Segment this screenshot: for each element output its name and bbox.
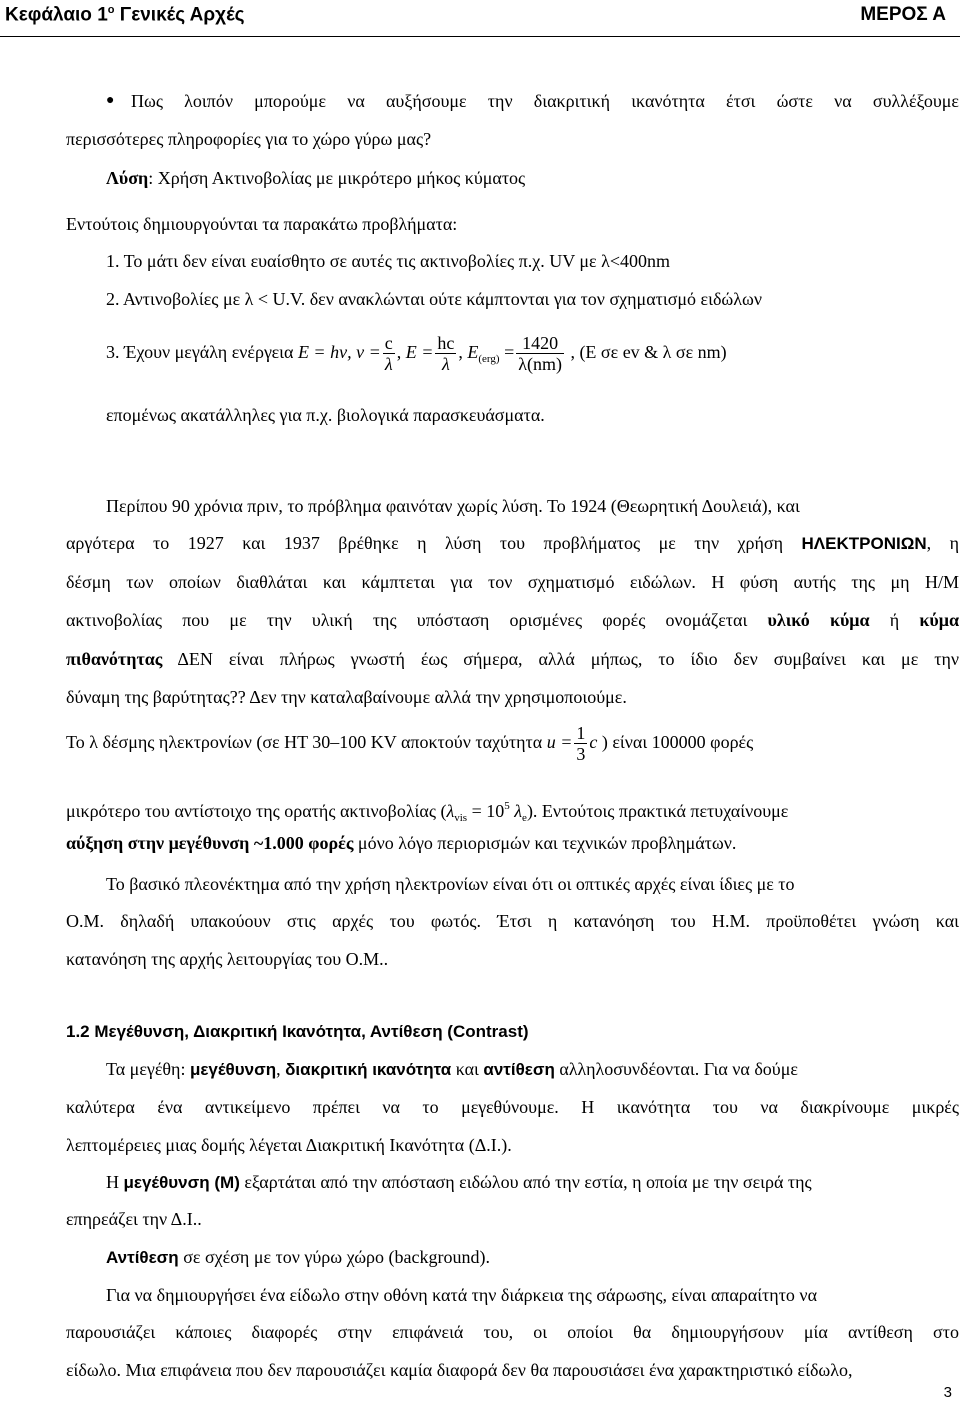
para2-line-1: Το λ δέσμης ηλεκτρονίων (σε ΗΤ 30–100 KV αποκτούν ταχύτητα u = $\frac{1}{3}$ c ) είναι 100000 φορές [66, 723, 754, 765]
energy-formula: E = hν, ν = $\frac{c}{\lambda}$ , E = $\frac{hc}{\lambda}$ , $E_{(erg)}$ = $\frac{1420}{\lambda(nm)}$ [297, 333, 562, 375]
page-header [0, 4, 960, 28]
bullet-icon: ● [106, 93, 115, 108]
part-label: ΜΕΡΟΣ Α [860, 4, 946, 25]
para3-line-1: Το βασικό πλεονέκτημα από την χρήση ηλεκτρονίων είναι ότι οι οπτικές αρχές είναι ίδιες με το [106, 874, 795, 894]
para1-line-5: πιθανότητας ΔΕΝ είναι πλήρως γνωστή έως σήμερα, αλλά μήπως, το ίδιο δεν συμβαίνει και με την [66, 649, 959, 669]
section-p4-line-3: είδωλο. Μια επιφάνεια που δεν παρουσιάζει καμία διαφορά δεν θα παρουσιάσει ένα χαρακτηριστικό είδωλο, [66, 1360, 853, 1380]
section-p1-line-3: λεπτομέρειες μιας δομής λέγεται Διακριτική Ικανότητα (Δ.Ι.). [66, 1135, 512, 1155]
problem-item-3: 3. Έχουν μεγάλη ενέργεια E = hν, ν = $\frac{c}{\lambda}$ , E = $\frac{hc}{\lambda}$ , $E_{(erg)}$ = $\frac{1420}{\lambda(nm)}$ , (Ε σε ev & λ σε nm) [106, 333, 727, 375]
para2-line-3: αύξηση στην μεγέθυνση ~1.000 φορές μόνο λόγο περιορισμών και τεχνικών προβλημάτων. [66, 833, 737, 853]
section-p2-line-2: επηρεάζει την Δ.Ι.. [66, 1209, 202, 1229]
para1-line-6: δύναμη της βαρύτητας?? Δεν την καταλαβαίνουμε αλλά την χρησιμοποιούμε. [66, 687, 627, 707]
para1-line-1: Περίπου 90 χρόνια πριν, το πρόβλημα φαινόταν χωρίς λύση. Το 1924 (Θεωρητική Δουλειά), και [106, 496, 800, 516]
para2-line-2: μικρότερο του αντίστοιχο της ορατής ακτινοβολίας ($\lambda_{vis} = 10^5$ $\lambda_e$). Εντούτοις πρακτικά πετυχαίνουμε [66, 800, 789, 824]
para1-line-3: δέσμη των οποίων διαθλάται και κάμπτεται για τον σχηματισμό ειδώλων. Η φύση αυτής της μη Η/Μ [66, 572, 959, 592]
section-p1-line-2: καλύτερα ένα αντικείμενο πρέπει να το μεγεθύνουμε. Η ικανότητα του να διακρίνουμε μικρές [66, 1097, 959, 1117]
question-line-1: Πως λοιπόν μπορούμε να αυξήσουμε την διακριτική ικανότητα έτσι ώστε να συλλέξουμε [131, 91, 959, 111]
para1-line-2: αργότερα το 1927 και 1937 βρέθηκε η λύση του προβλήματος με την χρήση ΗΛΕΚΤΡΟΝΙΩΝ, η [66, 533, 959, 553]
section-p1-line-1: Τα μεγέθη: μεγέθυνση, διακριτική ικανότητα και αντίθεση αλληλοσυνδέονται. Για να δούμε [106, 1059, 798, 1079]
para1-line-4: ακτινοβολίας που με την υλική της υπόσταση ορισμένες φορές ονομάζεται υλικό κύμα ή κύμα [66, 610, 959, 630]
problem-item-1: 1. Το μάτι δεν είναι ευαίσθητο σε αυτές τις ακτινοβολίες π.χ. UV με λ<400nm [106, 251, 670, 271]
section-p3-line: Αντίθεση σε σχέση με τον γύρω χώρο (background). [106, 1247, 490, 1267]
problem-item-2: 2. Αντινοβολίες με λ < U.V. δεν ανακλώνται ούτε κάμπτονται για τον σχηματισμό ειδώλων [106, 289, 762, 309]
problem-item-3-cont: επομένως ακατάλληλες για π.χ. βιολογικά παρασκευάσματα. [106, 405, 545, 425]
page-number: 3 [943, 1384, 952, 1401]
section-p2-line-1: Η μεγέθυνση (Μ) εξαρτάται από την απόσταση ειδώλου από την εστία, η οποία με την σειρά της [106, 1172, 812, 1192]
section-heading: 1.2 Μεγέθυνση, Διακριτική Ικανότητα, Αντίθεση (Contrast) [66, 1022, 529, 1041]
chapter-title: Κεφάλαιο $1^o$ Γενικές Αρχές [5, 4, 245, 26]
para3-line-2: Ο.Μ. δηλαδή υπακούουν στις αρχές του φωτός. Έτσι η κατανόηση του Η.Μ. προϋποθέτει γνώση και [66, 911, 959, 931]
para3-line-3: κατανόηση της αρχής λειτουργίας του Ο.Μ.. [66, 949, 389, 969]
question-line-2: περισσότερες πληροφορίες για το χώρο γύρω μας? [66, 129, 432, 149]
solution-line: Λύση: Χρήση Ακτινοβολίας με μικρότερο μήκος κύματος [106, 168, 526, 188]
header-rule [0, 36, 960, 37]
section-p4-line-1: Για να δημιουργήσει ένα είδωλο στην οθόνη κατά την διάρκεια της σάρωσης, είναι απαραίτητο να [106, 1285, 817, 1305]
problems-intro: Εντούτοις δημιουργούνται τα παρακάτω προβλήματα: [66, 214, 458, 234]
section-p4-line-2: παρουσιάζει κάποιες διαφορές στην επιφάνειά του, οι οποίοι θα δημιουργήσουν μία αντίθεση στο [66, 1322, 959, 1342]
